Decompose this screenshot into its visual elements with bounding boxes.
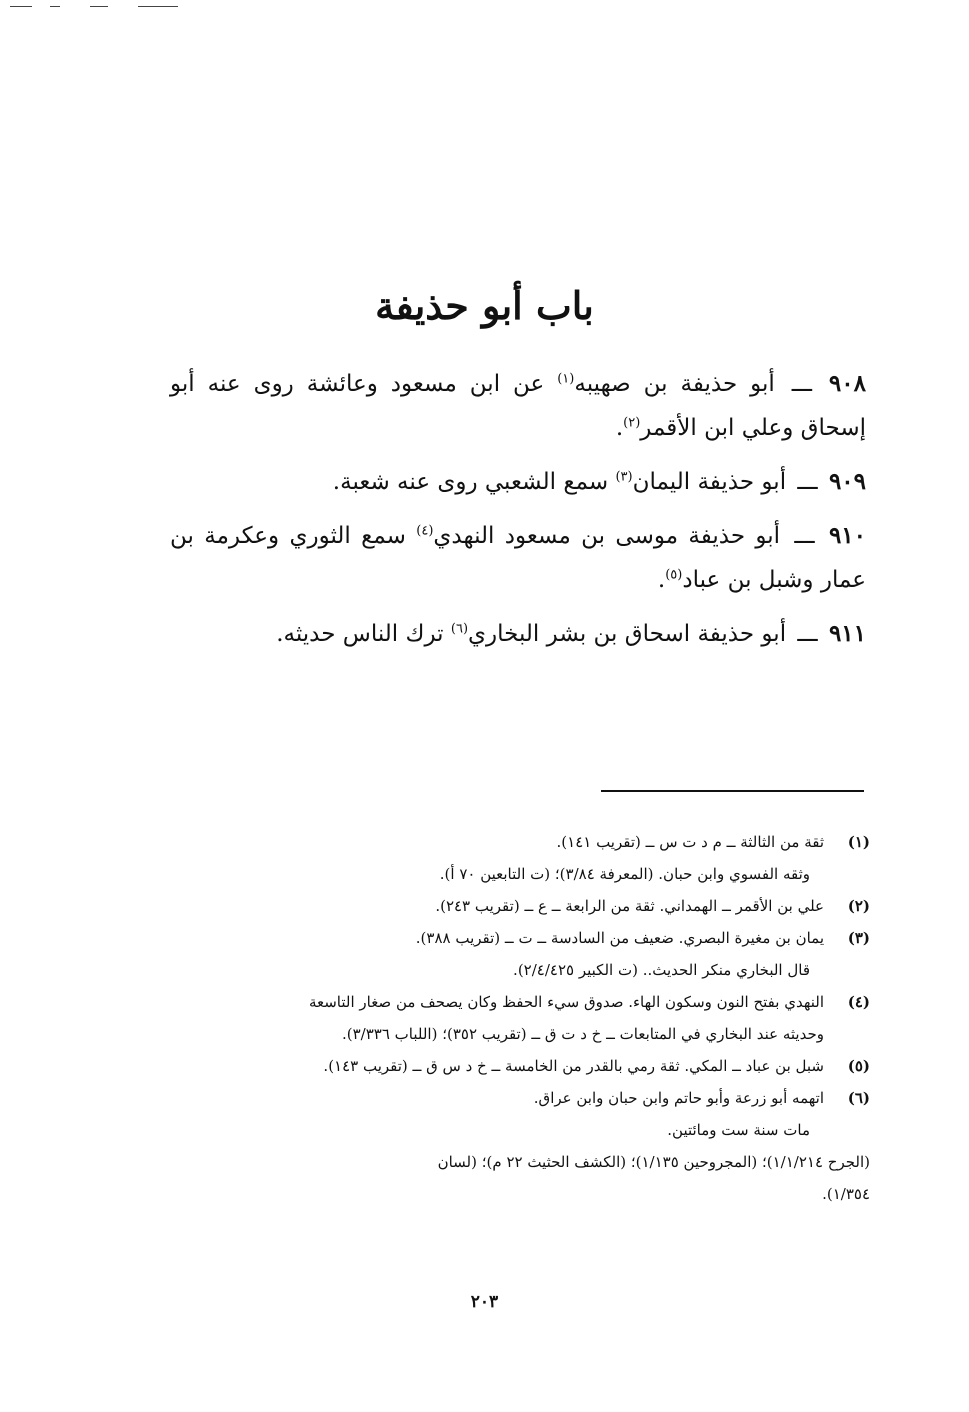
page-number: ٢٠٣ [470, 1292, 499, 1312]
footnote-1 [170, 826, 870, 890]
footnote-ref[interactable]: (٤) [416, 523, 434, 539]
entry-number: ٩١١ [828, 620, 866, 647]
scan-edge-marks [10, 6, 210, 10]
footnote-line: وحديثه عند البخاري في المتابعات ــ خ د ت ق ــ (تقريب ٣٥٢)؛ (اللباب ٣/٣٣٦). [342, 1025, 824, 1043]
footnote-marker: (٥) [847, 1057, 870, 1075]
footnote-line: يمان بن مغيرة البصري. ضعيف من السادسة ــ ت ــ (تقريب ٣٨٨). [415, 929, 824, 947]
footnote-marker: (٦) [847, 1089, 870, 1107]
entry-number: ٩٠٩ [828, 468, 866, 495]
footnote-ref[interactable]: (٣) [615, 469, 633, 485]
entry-text: . [615, 415, 624, 441]
footnote-marker: (١) [847, 833, 870, 851]
footnote-line: النهدي بفتح النون وسكون الهاء. صدوق سيء الحفظ وكان يصحف من صغار التاسعة [308, 993, 824, 1011]
footnote-6 [170, 1082, 870, 1210]
page-title: باب أبو حذيفة [375, 283, 594, 329]
entries-list [170, 362, 866, 666]
footnote-line: مات سنة ست ومائتين. [667, 1121, 810, 1139]
footnote-4 [170, 986, 870, 1050]
entry-number: ٩٠٨ [828, 370, 866, 397]
entry-dash: ـــ [791, 371, 812, 397]
footnote-3 [170, 922, 870, 986]
footnote-2 [170, 890, 870, 922]
entry-text: عن ابن مسعود وعائشة روى عنه أبو إسحاق وعلي ابن الأقمر [170, 371, 866, 441]
entry-text: أبو حذيفة اليمان [632, 469, 787, 495]
footnote-ref[interactable]: (٦) [450, 621, 469, 637]
entry-908 [170, 362, 866, 450]
footnote-5 [170, 1050, 870, 1082]
footnote-marker: (٤) [847, 993, 870, 1011]
entry-number: ٩١٠ [828, 522, 867, 549]
entry-text: أبو حذيفة موسى بن مسعود النهدي [433, 523, 781, 549]
entry-dash: ـــ [797, 621, 818, 647]
entry-909 [170, 460, 866, 504]
entry-text: ترك الناس حديثه. [276, 621, 451, 647]
entry-text: . [657, 567, 666, 593]
footnote-line: اتهمه أبو زرعة وأبو حاتم وابن حبان وابن عراق. [533, 1089, 824, 1107]
footnote-line: ١/٣٥٤). [822, 1185, 870, 1203]
footnote-marker: (٣) [847, 929, 870, 947]
footnote-line: وثقه الفسوي وابن حبان. (المعرفة ٣/٨٤)؛ (ت التابعين ٧٠ أ). [439, 865, 810, 883]
footnotes-list [170, 826, 870, 1210]
footnote-separator [601, 790, 864, 792]
entry-text: أبو حذيفة اسحاق بن بشر البخاري [468, 621, 787, 647]
footnote-ref[interactable]: (٢) [623, 415, 641, 431]
entry-dash: ـــ [797, 469, 818, 495]
entry-text: سمع الثوري وعكرمة بن عمار وشبل بن عباد [170, 523, 866, 593]
entry-910 [170, 514, 866, 602]
footnote-line: قال البخاري منكر الحديث.. (ت الكبير ٢/٤/٤٢٥). [513, 961, 810, 979]
footnote-marker: (٢) [847, 897, 870, 915]
entry-text: أبو حذيفة بن صهيبه [574, 371, 775, 397]
entry-911 [170, 612, 866, 656]
entry-dash: ـــ [794, 523, 815, 549]
footnote-line: شبل بن عباد ــ المكي. ثقة رمي بالقدر من الخامسة ــ خ د س ق ــ (تقريب ١٤٣). [323, 1057, 824, 1075]
footnote-ref[interactable]: (٥) [665, 567, 683, 583]
footnote-line: ثقة من الثالثة ــ م د ت س ــ (تقريب ١٤١). [556, 833, 824, 851]
footnote-line: (الجرح ١/١/٢١٤)؛ (المجروحين ١/١٣٥)؛ (الكشف الحثيث ٢٢ م)؛ (لسان [437, 1153, 870, 1171]
footnote-line: علي بن الأقمر ــ الهمداني. ثقة من الرابعة ــ ع ــ (تقريب ٢٤٣). [435, 897, 824, 915]
entry-text: سمع الشعبي روى عنه شعبة. [332, 469, 616, 495]
footnote-ref[interactable]: (١) [557, 371, 575, 387]
